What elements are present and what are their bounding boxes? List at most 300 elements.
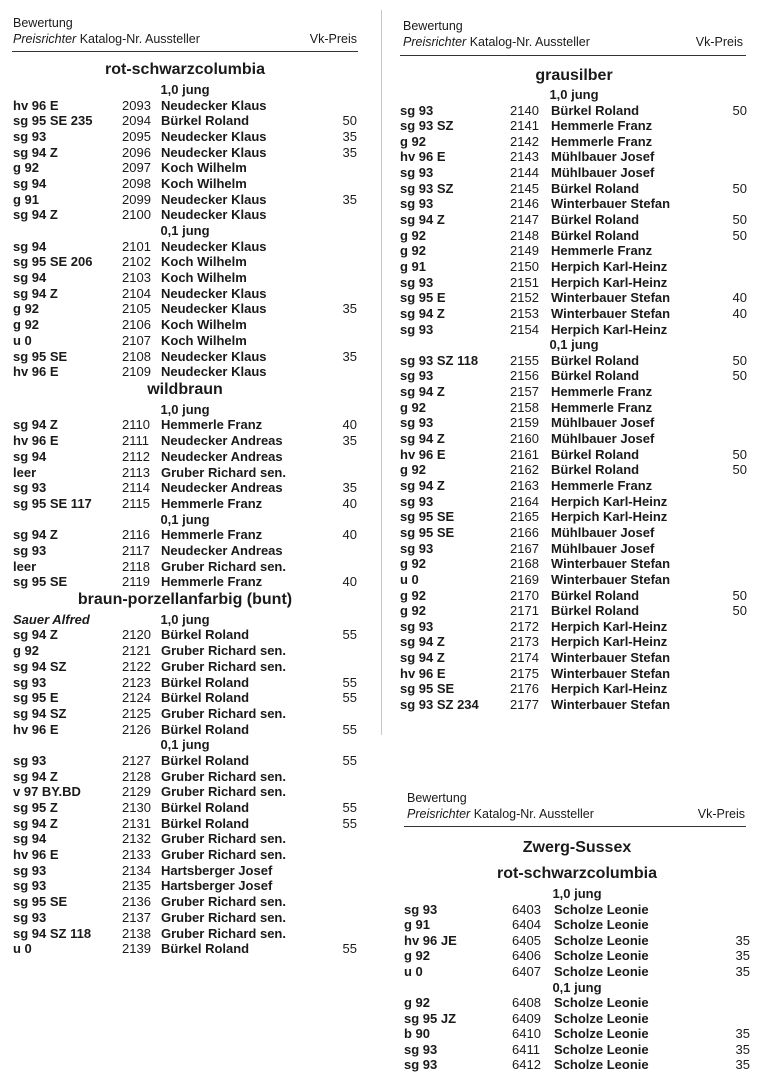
catalog-number: 2168 (510, 556, 539, 572)
rating: sg 94 Z (400, 650, 445, 666)
catalog-number: 2164 (510, 493, 539, 509)
exhibitor-name: Scholze Leonie (554, 1057, 649, 1073)
list-item (13, 878, 357, 894)
exhibitor-name: Winterbauer Stefan (551, 571, 671, 587)
section-title: braun-porzellanfarbig (bunt) (77, 590, 293, 608)
catalog-number: 2140 (510, 102, 539, 118)
list-item (404, 902, 750, 918)
exhibitor-name: Winterbauer Stefan (551, 305, 671, 321)
header-bewertung: Bewertung (407, 791, 467, 805)
rating: sg 95 SE (13, 348, 68, 364)
list-item (400, 243, 748, 259)
breed-title: Zwerg-Sussex (522, 839, 632, 856)
list-item (13, 207, 357, 223)
sale-price: 50 (732, 603, 747, 619)
exhibitor-name: Scholze Leonie (554, 917, 649, 933)
exhibitor-name: Scholze Leonie (554, 1026, 649, 1042)
rating: sg 94 SZ (13, 658, 67, 674)
exhibitor-name: Neudecker Klaus (161, 144, 267, 160)
exhibitor-name: Mühlbauer Josef (551, 165, 655, 181)
exhibitor-name: Winterbauer Stefan (551, 697, 671, 713)
catalog-number: 2123 (122, 674, 151, 690)
exhibitor-name: Hemmerle Franz (551, 243, 653, 259)
exhibitor-name: Bürkel Roland (161, 941, 250, 957)
list-item (400, 384, 748, 400)
list-item (13, 675, 357, 691)
catalog-number: 2097 (122, 160, 151, 176)
list-item (400, 322, 748, 338)
list-item (400, 196, 748, 212)
rating: sg 94 SZ 118 (13, 925, 92, 941)
rating: g 92 (400, 227, 427, 243)
list-item (13, 559, 357, 575)
list-item (13, 465, 357, 481)
catalog-number: 2157 (510, 384, 539, 400)
exhibitor-name: Mühlbauer Josef (551, 415, 655, 431)
exhibitor-name: Neudecker Andreas (161, 433, 283, 449)
catalog-number: 2104 (122, 285, 151, 301)
exhibitor-name: Neudecker Klaus (161, 191, 267, 207)
catalog-number: 2161 (510, 446, 539, 462)
catalog-number: 2106 (122, 317, 151, 333)
exhibitor-name: Bürkel Roland (161, 799, 250, 815)
exhibitor-name: Bürkel Roland (161, 627, 250, 643)
exhibitor-name: Herpich Karl-Heinz (551, 618, 668, 634)
exhibitor-name: Herpich Karl-Heinz (551, 509, 668, 525)
list-item (13, 480, 357, 496)
rating: sg 94 Z (13, 627, 58, 643)
exhibitor-name: Hemmerle Franz (551, 399, 653, 415)
rating: sg 93 (400, 274, 434, 290)
sale-price: 35 (342, 191, 357, 207)
rating: hv 96 E (400, 149, 446, 165)
list-item (13, 349, 357, 365)
exhibitor-name: Bürkel Roland (551, 462, 640, 478)
list-item (13, 722, 357, 738)
list-item (13, 627, 357, 643)
sale-price: 35 (735, 963, 750, 979)
catalog-number: 2133 (122, 847, 151, 862)
sale-price: 55 (342, 815, 357, 831)
catalog-number: 2150 (510, 259, 539, 274)
rating: sg 94 Z (400, 305, 445, 321)
list-item (13, 254, 357, 270)
exhibitor-name: Herpich Karl-Heinz (551, 321, 668, 337)
list-item (400, 634, 748, 650)
list-item (400, 118, 748, 134)
list-item (400, 275, 748, 291)
catalog-number: 2175 (510, 665, 539, 681)
catalog-number: 2117 (122, 542, 150, 558)
catalog-number: 2171 (510, 603, 539, 619)
rating: sg 93 (13, 862, 47, 878)
catalog-number: 2148 (510, 227, 539, 243)
list-item (13, 527, 357, 543)
header-preisrichter: Preisrichter (407, 807, 471, 821)
group-subtitle: 1,0 jung (160, 82, 210, 97)
section-title: rot-schwarzcolumbia (496, 865, 658, 882)
exhibitor-name: Koch Wilhelm (161, 332, 247, 348)
list-item (13, 690, 357, 706)
catalog-number: 2099 (122, 191, 151, 207)
exhibitor-name: Gruber Richard sen. (161, 847, 286, 862)
rating: leer (13, 558, 37, 574)
catalog-number: 2154 (510, 321, 539, 337)
catalog-number: 2151 (510, 274, 539, 290)
list-item (13, 433, 357, 449)
rating: sg 95 SE (13, 574, 68, 590)
rating: sg 93 (13, 542, 47, 558)
header-bewertung: Bewertung (13, 16, 73, 30)
sale-price: 40 (342, 574, 357, 590)
list-item (400, 541, 748, 557)
exhibitor-name: Gruber Richard sen. (161, 768, 286, 784)
list-item (13, 129, 357, 145)
sale-price: 40 (732, 290, 747, 306)
section-title: wildbraun (147, 380, 223, 398)
list-item (400, 509, 748, 525)
catalog-number: 2135 (122, 878, 151, 894)
group-subtitle: 0,1 jung (549, 337, 599, 353)
rating: sg 95 SE (400, 681, 455, 697)
exhibitor-name: Bürkel Roland (551, 446, 640, 462)
list-item (400, 400, 748, 416)
list-item (400, 134, 748, 150)
rating: sg 94 Z (400, 634, 445, 650)
catalog-number: 6412 (512, 1057, 541, 1073)
list-item (13, 784, 357, 800)
rating: sg 94 Z (400, 431, 445, 446)
catalog-number: 2095 (122, 128, 151, 144)
exhibitor-name: Neudecker Klaus (161, 97, 267, 113)
catalog-number: 2174 (510, 650, 539, 666)
catalog-number: 6410 (512, 1026, 541, 1042)
rating: sg 95 SE (13, 894, 68, 910)
left-column-listing (13, 60, 357, 1070)
exhibitor-name: Mühlbauer Josef (551, 431, 655, 446)
rating: hv 96 E (13, 97, 59, 113)
rating: hv 96 JE (404, 932, 457, 948)
rating: sg 93 (400, 368, 434, 384)
exhibitor-name: Hemmerle Franz (161, 527, 263, 543)
exhibitor-name: Bürkel Roland (551, 352, 640, 368)
list-item (400, 666, 748, 682)
group-subtitle: 1,0 jung (549, 87, 599, 102)
list-item (400, 259, 748, 275)
exhibitor-name: Bürkel Roland (161, 721, 250, 737)
catalog-number: 2134 (122, 862, 151, 878)
exhibitor-name: Koch Wilhelm (161, 270, 247, 285)
list-item (13, 113, 357, 129)
exhibitor-name: Neudecker Klaus (161, 128, 267, 144)
sale-price: 55 (342, 752, 357, 768)
exhibitor-name: Gruber Richard sen. (161, 925, 286, 941)
sale-price: 35 (735, 1026, 750, 1042)
list-item (400, 165, 748, 181)
rating: hv 96 E (400, 665, 446, 681)
rating: sg 93 (13, 128, 47, 144)
list-item (13, 941, 357, 957)
exhibitor-name: Koch Wilhelm (161, 317, 247, 333)
sale-price: 55 (342, 721, 357, 737)
rating: g 92 (400, 462, 427, 478)
exhibitor-name: Scholze Leonie (554, 948, 649, 964)
rating: g 91 (13, 191, 40, 207)
exhibitor-name: Hemmerle Franz (551, 384, 653, 400)
list-item (13, 894, 357, 910)
rating: sg 94 Z (400, 384, 445, 400)
rating: g 92 (400, 133, 427, 149)
sale-price: 35 (342, 348, 357, 364)
rating: g 92 (400, 556, 427, 572)
right-top-header (403, 18, 743, 50)
catalog-number: 6406 (512, 948, 541, 964)
header-bewertung: Bewertung (403, 19, 463, 33)
catalog-number: 2160 (510, 431, 539, 446)
exhibitor-name: Hemmerle Franz (551, 477, 653, 493)
sale-price: 40 (732, 305, 747, 321)
catalog-number: 2156 (510, 368, 539, 384)
exhibitor-name: Hemmerle Franz (161, 417, 263, 433)
catalog-number: 2142 (510, 133, 539, 149)
list-item (13, 333, 357, 349)
rating: v 97 BY.BD (13, 784, 81, 800)
catalog-number: 2132 (122, 831, 151, 847)
list-item (400, 431, 748, 447)
catalog-number: 2111 (122, 433, 149, 449)
exhibitor-name: Herpich Karl-Heinz (551, 681, 668, 697)
rating: u 0 (13, 332, 32, 348)
rating: sg 93 (404, 901, 438, 917)
rating: g 92 (13, 317, 40, 333)
catalog-number: 2147 (510, 212, 539, 228)
exhibitor-name: Koch Wilhelm (161, 254, 247, 270)
rating: hv 96 E (13, 364, 59, 380)
sale-price: 50 (342, 113, 357, 129)
rating: sg 93 (400, 493, 434, 509)
rating: sg 95 E (400, 290, 446, 306)
rating: sg 95 SE (400, 509, 455, 525)
exhibitor-name: Winterbauer Stefan (551, 290, 671, 306)
catalog-number: 2176 (510, 681, 539, 697)
list-item (400, 462, 748, 478)
exhibitor-name: Gruber Richard sen. (161, 705, 286, 721)
list-item (400, 181, 748, 197)
rating: g 92 (400, 243, 427, 259)
list-item (13, 301, 357, 317)
header-katalog: Katalog-Nr. Aussteller (469, 35, 590, 49)
exhibitor-name: Neudecker Andreas (161, 542, 283, 558)
exhibitor-name: Scholze Leonie (554, 1041, 649, 1057)
group-subtitle: 1,0 jung (552, 886, 602, 901)
exhibitor-name: Scholze Leonie (554, 963, 649, 979)
rating: hv 96 E (13, 721, 59, 737)
catalog-number: 2173 (510, 634, 539, 650)
rating: u 0 (404, 963, 423, 979)
exhibitor-name: Hemmerle Franz (161, 574, 263, 590)
sale-price: 55 (342, 690, 357, 706)
rating: g 92 (400, 399, 427, 415)
list-item (13, 753, 357, 769)
list-item (400, 556, 748, 572)
catalog-number: 6409 (512, 1010, 541, 1026)
exhibitor-name: Mühlbauer Josef (551, 149, 655, 165)
rating: sg 93 (13, 909, 47, 925)
sale-price: 35 (342, 433, 357, 449)
catalog-number: 6408 (512, 995, 541, 1010)
exhibitor-name: Bürkel Roland (161, 815, 250, 831)
catalog-number: 2166 (510, 524, 539, 540)
catalog-number: 2098 (122, 176, 151, 191)
catalog-number: 2153 (510, 305, 539, 321)
list-item (400, 572, 748, 588)
rating: u 0 (13, 941, 32, 957)
exhibitor-name: Mühlbauer Josef (551, 540, 655, 556)
catalog-number: 2170 (510, 587, 539, 603)
catalog-number: 2172 (510, 618, 539, 634)
catalog-number: 2120 (122, 627, 151, 643)
catalog-number: 2129 (122, 784, 151, 800)
sale-price: 50 (732, 102, 747, 118)
exhibitor-name: Bürkel Roland (161, 752, 250, 768)
rating: sg 94 Z (13, 815, 58, 831)
catalog-number: 2094 (122, 113, 151, 129)
exhibitor-name: Gruber Richard sen. (161, 784, 286, 800)
exhibitor-name: Neudecker Klaus (161, 364, 267, 380)
list-item (13, 926, 357, 942)
exhibitor-name: Bürkel Roland (551, 212, 640, 228)
exhibitor-name: Gruber Richard sen. (161, 909, 286, 925)
rating: sg 95 SE 117 (13, 495, 92, 511)
exhibitor-name: Herpich Karl-Heinz (551, 493, 668, 509)
list-item (13, 706, 357, 722)
catalog-number: 2121 (122, 643, 151, 659)
exhibitor-name: Mühlbauer Josef (551, 524, 655, 540)
list-item (13, 270, 357, 286)
list-item (13, 816, 357, 832)
right-top-header-rule (400, 55, 746, 56)
catalog-number: 2112 (122, 448, 150, 464)
header-preisrichter: Preisrichter (403, 35, 467, 49)
rating: sg 94 Z (13, 144, 58, 160)
catalog-number: 2136 (122, 894, 151, 910)
list-item (13, 364, 357, 380)
sale-price: 50 (732, 180, 747, 196)
catalog-number: 2128 (122, 768, 151, 784)
exhibitor-name: Herpich Karl-Heinz (551, 274, 668, 290)
catalog-number: 6407 (512, 963, 541, 979)
catalog-number: 2145 (510, 180, 539, 196)
catalog-number: 2114 (122, 480, 150, 496)
exhibitor-name: Gruber Richard sen. (161, 894, 286, 910)
catalog-number: 2152 (510, 290, 539, 306)
sale-price: 50 (732, 587, 747, 603)
catalog-number: 2122 (122, 658, 151, 674)
catalog-number: 2149 (510, 243, 539, 259)
list-item (13, 863, 357, 879)
list-item (13, 160, 357, 176)
catalog-number: 2131 (122, 815, 151, 831)
sale-price: 35 (735, 948, 750, 964)
rating: sg 94 Z (13, 417, 58, 433)
catalog-number: 2169 (510, 571, 539, 587)
rating: sg 93 (404, 1057, 438, 1073)
exhibitor-name: Hemmerle Franz (551, 118, 653, 134)
exhibitor-name: Bürkel Roland (161, 690, 250, 706)
rating: sg 93 (400, 415, 434, 431)
catalog-number: 2113 (122, 464, 150, 480)
list-item (400, 494, 748, 510)
catalog-number: 2109 (122, 364, 151, 380)
exhibitor-name: Neudecker Klaus (161, 301, 267, 317)
list-item (400, 478, 748, 494)
right-bottom-listing (404, 838, 750, 1078)
catalog-number: 2165 (510, 509, 539, 525)
exhibitor-name: Gruber Richard sen. (161, 831, 286, 847)
exhibitor-name: Neudecker Andreas (161, 480, 283, 496)
rating: sg 94 Z (13, 285, 58, 301)
rating: hv 96 E (13, 433, 59, 449)
header-preisrichter: Preisrichter (13, 32, 77, 46)
sale-price: 35 (735, 1057, 750, 1073)
list-item (13, 98, 357, 114)
list-item (13, 417, 357, 433)
list-item (404, 995, 750, 1011)
list-item (404, 1026, 750, 1042)
rating: sg 93 (13, 752, 47, 768)
sale-price: 35 (735, 1041, 750, 1057)
catalog-number: 2141 (510, 118, 539, 134)
rating: sg 93 SZ (400, 118, 454, 134)
list-item (400, 619, 748, 635)
exhibitor-name: Koch Wilhelm (161, 176, 247, 191)
list-item (13, 769, 357, 785)
catalog-number: 2146 (510, 196, 539, 212)
exhibitor-name: Gruber Richard sen. (161, 658, 286, 674)
exhibitor-name: Scholze Leonie (554, 932, 649, 948)
sale-price: 55 (342, 627, 357, 643)
rating: sg 94 Z (400, 212, 445, 228)
catalog-number: 2167 (510, 540, 539, 556)
exhibitor-name: Winterbauer Stefan (551, 196, 671, 212)
sale-price: 55 (342, 799, 357, 815)
catalog-number: 2116 (122, 527, 150, 543)
rating: sg 94 SZ (13, 705, 67, 721)
rating: sg 93 SZ (400, 180, 454, 196)
catalog-number: 2127 (122, 752, 151, 768)
list-item (13, 643, 357, 659)
rating: sg 95 SE 235 (13, 113, 93, 129)
list-item (13, 239, 357, 255)
exhibitor-name: Hartsberger Josef (161, 862, 273, 878)
catalog-number: 2144 (510, 165, 539, 181)
rating: hv 96 E (400, 446, 446, 462)
catalog-number: 2155 (510, 352, 539, 368)
column-divider (381, 10, 382, 735)
exhibitor-name: Winterbauer Stefan (551, 556, 671, 572)
catalog-number: 2110 (122, 417, 150, 433)
list-item (13, 176, 357, 192)
list-item (404, 1057, 750, 1073)
rating: sg 94 (13, 270, 47, 285)
rating: sg 93 (400, 102, 434, 118)
list-item (13, 831, 357, 847)
rating: g 92 (400, 603, 427, 619)
rating: g 92 (400, 587, 427, 603)
catalog-number: 2130 (122, 799, 151, 815)
catalog-number: 2108 (122, 348, 151, 364)
exhibitor-name: Bürkel Roland (551, 102, 640, 118)
